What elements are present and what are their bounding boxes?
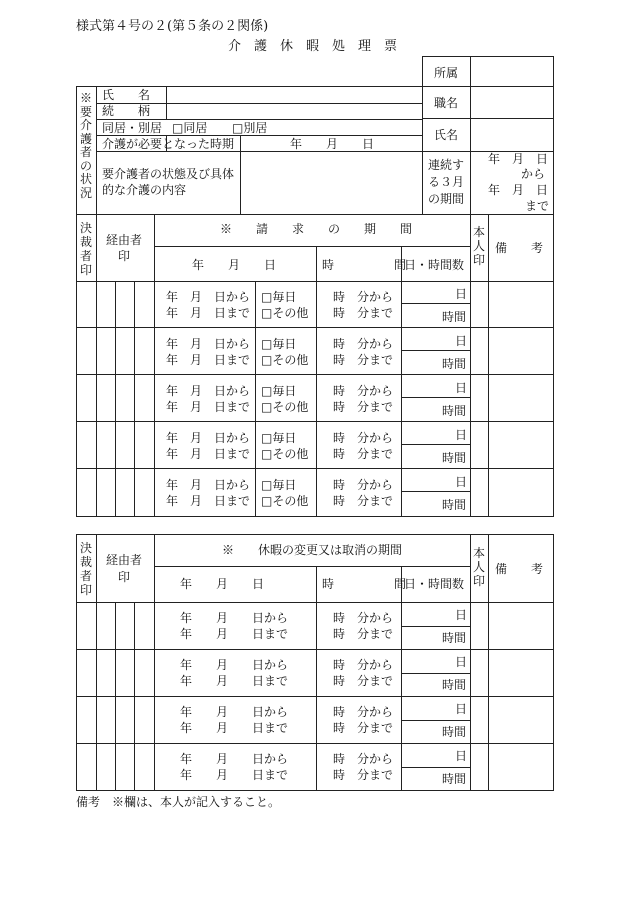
date-from: 年 月 日から: [180, 705, 289, 719]
day-unit: 日: [455, 655, 468, 669]
date-from: 年 月 日から: [166, 478, 251, 492]
date-to: 年 月 日まで: [180, 627, 289, 641]
hour-unit: 時間: [442, 357, 467, 371]
other-checkbox[interactable]: □その他: [261, 353, 309, 367]
period3-label-2: る３月: [428, 175, 465, 189]
date-from: 年 月 日から: [180, 611, 289, 625]
col-date-header: 年 月 日: [180, 577, 265, 591]
time-to: 時 分まで: [333, 494, 394, 508]
period3-to: 年 月 日: [488, 183, 549, 197]
time-from: 時 分から: [333, 705, 394, 719]
period3-from: 年 月 日: [488, 152, 549, 166]
date-from: 年 月 日から: [180, 658, 289, 672]
period3-label-1: 連続す: [428, 158, 465, 172]
col-date-header: 年 月 日: [192, 258, 277, 272]
daily-checkbox[interactable]: □毎日: [261, 478, 297, 492]
daily-checkbox[interactable]: □毎日: [261, 431, 297, 445]
keiyu-label: 経由者: [106, 553, 143, 567]
form-id: 様式第４号の２(第５条の２関係): [76, 19, 269, 34]
date-from: 年 月 日から: [166, 431, 251, 445]
biko-label: 備 考: [495, 241, 544, 255]
separate-checkbox[interactable]: □別居: [232, 121, 268, 135]
daily-checkbox[interactable]: □毎日: [261, 290, 297, 304]
time-from: 時 分から: [333, 478, 394, 492]
biko-label: 備 考: [495, 562, 544, 576]
keiyu-in-label: 印: [118, 249, 131, 263]
time-from: 時 分から: [333, 752, 394, 766]
needed-date: 年 月 日: [290, 137, 375, 151]
shimei-label: 氏名: [434, 128, 459, 142]
day-unit: 日: [455, 749, 468, 763]
time-from: 時 分から: [333, 658, 394, 672]
time-to: 時 分まで: [333, 447, 394, 461]
time-to: 時 分まで: [333, 400, 394, 414]
relation-label: 続 柄: [102, 104, 151, 118]
time-to: 時 分まで: [333, 353, 394, 367]
day-unit: 日: [455, 381, 468, 395]
hour-unit: 時間: [442, 498, 467, 512]
day-unit: 日: [455, 475, 468, 489]
period3-label-3: の期間: [428, 192, 465, 206]
col-time-header: 時 間: [322, 577, 407, 591]
shozoku-label: 所属: [434, 66, 459, 80]
change-period-title: ※ 休暇の変更又は取消の期間: [222, 543, 403, 557]
date-from: 年 月 日から: [166, 337, 251, 351]
living-label: 同居・別居: [102, 121, 163, 135]
date-from: 年 月 日から: [166, 290, 251, 304]
period3-made: まで: [525, 199, 550, 213]
page-title: 介 護 休 暇 処 理 票: [228, 39, 398, 54]
shokumei-label: 職名: [434, 96, 459, 110]
day-unit: 日: [455, 702, 468, 716]
col-count-header: 日・時間数: [404, 577, 465, 591]
request-period-title: ※ 請 求 の 期 間: [220, 222, 413, 236]
time-to: 時 分まで: [333, 627, 394, 641]
hour-unit: 時間: [442, 451, 467, 465]
col-count-header: 日・時間数: [404, 258, 465, 272]
time-to: 時 分まで: [333, 306, 394, 320]
other-checkbox[interactable]: □その他: [261, 306, 309, 320]
side-label: ※要介護者の状況: [79, 91, 92, 200]
date-to: 年 月 日まで: [180, 768, 289, 782]
hour-unit: 時間: [442, 310, 467, 324]
period3-kara: から: [521, 167, 546, 181]
date-to: 年 月 日まで: [166, 447, 251, 461]
time-to: 時 分まで: [333, 768, 394, 782]
day-unit: 日: [455, 428, 468, 442]
time-from: 時 分から: [333, 611, 394, 625]
date-from: 年 月 日から: [180, 752, 289, 766]
daily-checkbox[interactable]: □毎日: [261, 337, 297, 351]
date-to: 年 月 日まで: [166, 306, 251, 320]
hour-unit: 時間: [442, 631, 467, 645]
hour-unit: 時間: [442, 404, 467, 418]
time-to: 時 分まで: [333, 674, 394, 688]
other-checkbox[interactable]: □その他: [261, 447, 309, 461]
time-from: 時 分から: [333, 337, 394, 351]
time-from: 時 分から: [333, 290, 394, 304]
needed-label: 介護が必要となった時期: [102, 137, 235, 151]
name-label: 氏 名: [102, 88, 151, 102]
hour-unit: 時間: [442, 772, 467, 786]
daily-checkbox[interactable]: □毎日: [261, 384, 297, 398]
keiyu-in-label: 印: [118, 570, 131, 584]
kessai-label: 決裁者印: [79, 221, 92, 277]
other-checkbox[interactable]: □その他: [261, 400, 309, 414]
day-unit: 日: [455, 334, 468, 348]
time-from: 時 分から: [333, 431, 394, 445]
hour-unit: 時間: [442, 678, 467, 692]
cohabit-checkbox[interactable]: □同居: [172, 121, 208, 135]
date-to: 年 月 日まで: [180, 721, 289, 735]
state-label-2: 的な介護の内容: [102, 183, 187, 197]
date-to: 年 月 日まで: [166, 353, 251, 367]
date-from: 年 月 日から: [166, 384, 251, 398]
honnin-label: 本人印: [472, 546, 485, 588]
honnin-label: 本人印: [472, 225, 485, 267]
time-from: 時 分から: [333, 384, 394, 398]
date-to: 年 月 日まで: [180, 674, 289, 688]
day-unit: 日: [455, 287, 468, 301]
state-label-1: 要介護者の状態及び具体: [102, 167, 235, 181]
footer-note: 備考 ※欄は、本人が記入すること。: [76, 795, 281, 809]
time-to: 時 分まで: [333, 721, 394, 735]
date-to: 年 月 日まで: [166, 494, 251, 508]
kessai-label: 決裁者印: [79, 541, 92, 597]
day-unit: 日: [455, 608, 468, 622]
col-time-header: 時 間: [322, 258, 407, 272]
keiyu-label: 経由者: [106, 233, 143, 247]
other-checkbox[interactable]: □その他: [261, 494, 309, 508]
date-to: 年 月 日まで: [166, 400, 251, 414]
hour-unit: 時間: [442, 725, 467, 739]
